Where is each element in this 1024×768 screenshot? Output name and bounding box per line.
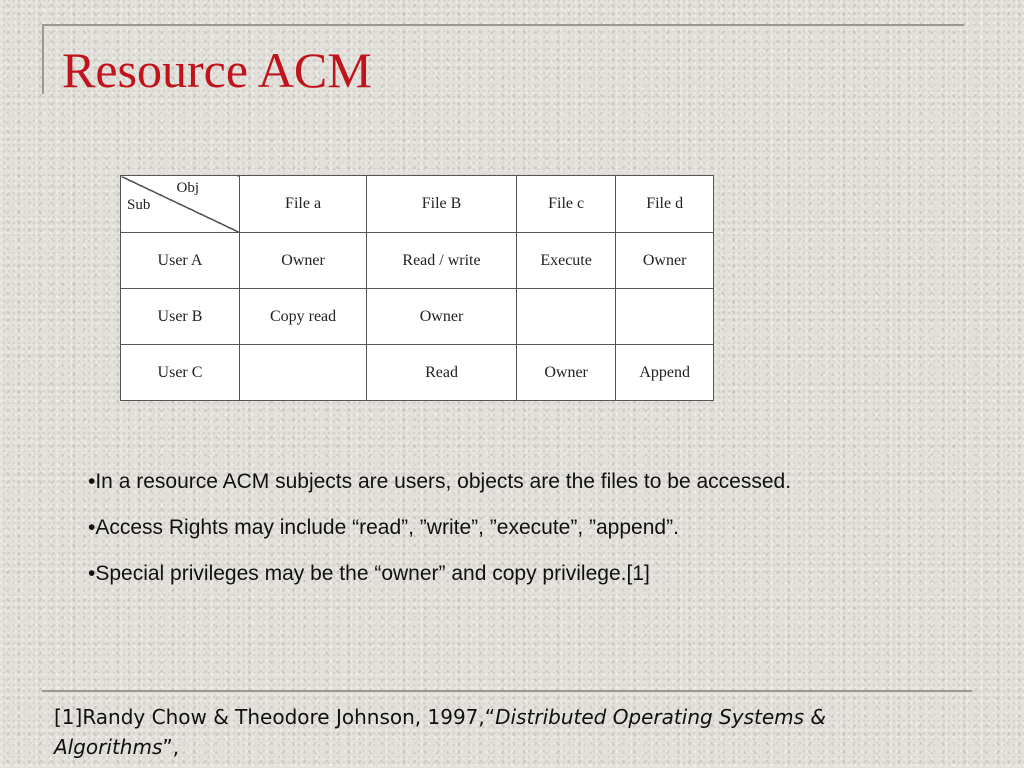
table-cell: Read: [367, 345, 517, 401]
bullet-item: •In a resource ACM subjects are users, objects are the files to be accessed.: [88, 470, 792, 493]
citation-prefix: [1]Randy Chow & Theodore Johnson, 1997,“: [54, 705, 496, 729]
access-control-matrix-table: [120, 175, 714, 401]
table-cell: Owner: [367, 289, 517, 345]
table-cell: [516, 289, 615, 345]
corner-sub-label: Sub: [127, 197, 151, 213]
table-cell: Append: [616, 345, 714, 401]
slide-title: Resource ACM: [62, 42, 372, 98]
slide-frame-left-line: [42, 24, 44, 94]
row-header: User A: [121, 233, 240, 289]
table-row: [121, 233, 714, 289]
corner-obj-label: Obj: [176, 180, 199, 196]
table-cell: [240, 345, 367, 401]
table-cell: Execute: [516, 233, 615, 289]
slide-frame-top-line: [42, 24, 964, 26]
table-header-row: [121, 176, 714, 233]
citation-footnote: [54, 702, 954, 762]
column-header: File d: [616, 176, 714, 233]
table-cell: Owner: [616, 233, 714, 289]
column-header: File c: [516, 176, 615, 233]
citation-suffix: ”,: [162, 735, 180, 759]
table-row: [121, 345, 714, 401]
bullet-item: •Access Rights may include “read”, ”write”, ”execute”, ”append”.: [88, 516, 679, 539]
row-header: User C: [121, 345, 240, 401]
citation-book-title: Distributed Operating Systems & Algorithms: [54, 705, 826, 759]
table-cell: Read / write: [367, 233, 517, 289]
table-cell: Owner: [240, 233, 367, 289]
column-header: File a: [240, 176, 367, 233]
slide-frame-bottom-line: [42, 690, 972, 692]
table-corner-cell: [121, 176, 240, 233]
row-header: User B: [121, 289, 240, 345]
table-cell: [616, 289, 714, 345]
table-row: [121, 289, 714, 345]
column-header: File B: [367, 176, 517, 233]
bullet-item: •Special privileges may be the “owner” and copy privilege.[1]: [88, 562, 650, 585]
table-cell: Copy read: [240, 289, 367, 345]
table-cell: Owner: [516, 345, 615, 401]
bullet-list: [88, 468, 791, 606]
